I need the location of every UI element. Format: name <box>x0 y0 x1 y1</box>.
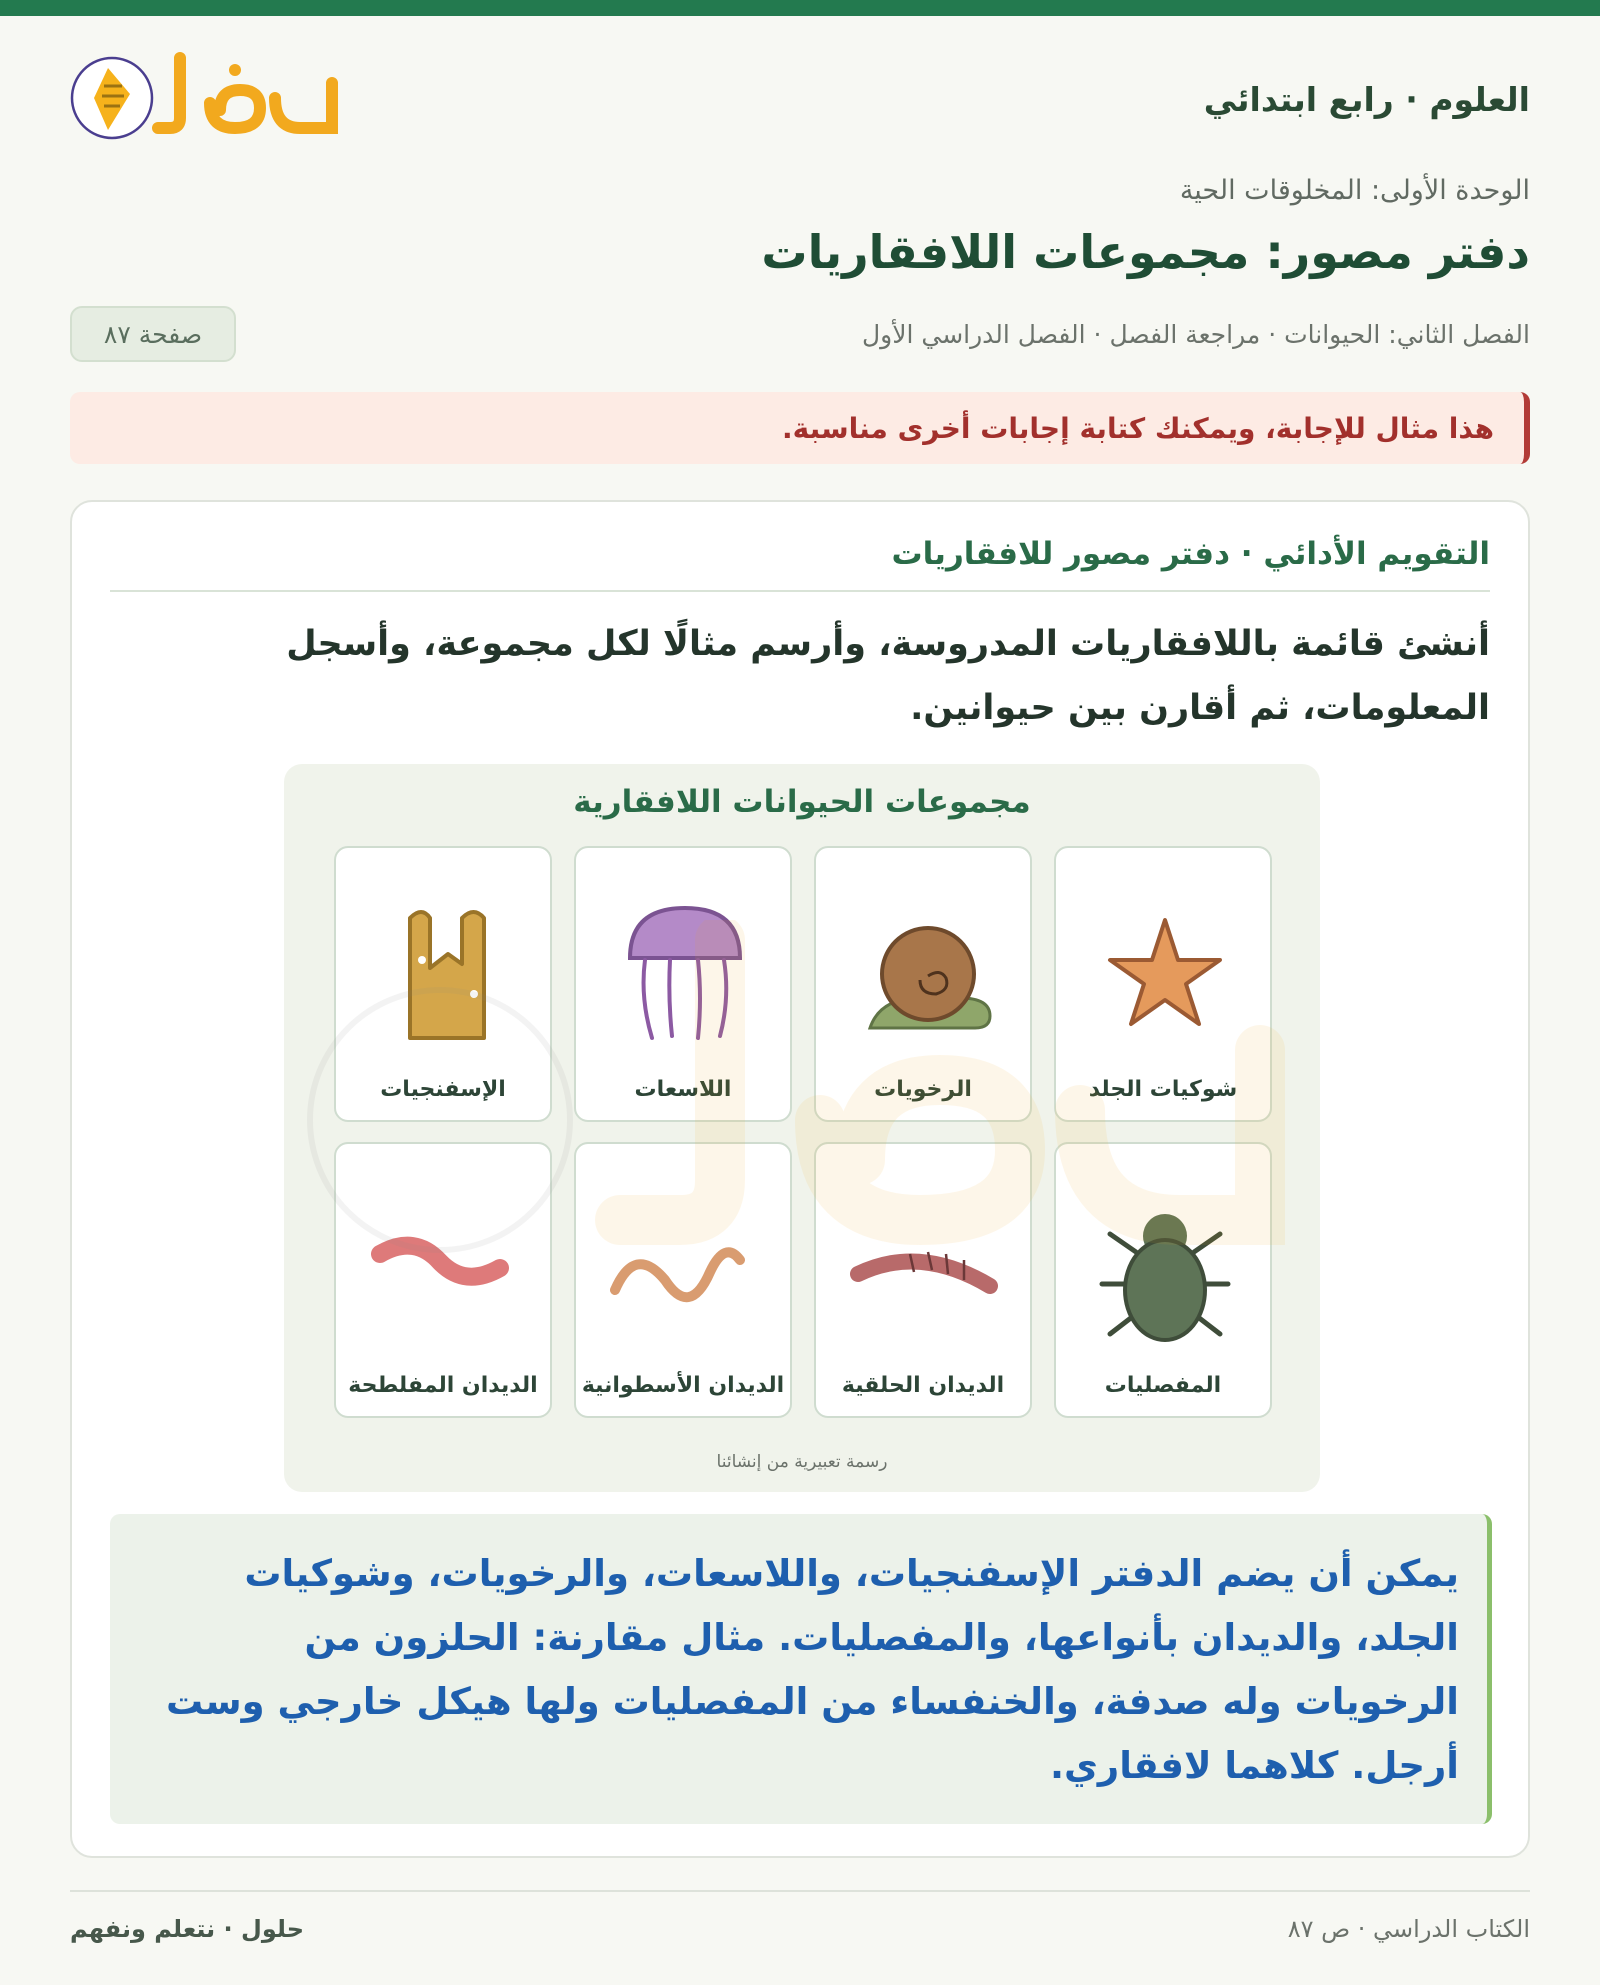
group-tile-sponges <box>334 846 552 1122</box>
group-label: الإسفنجيات <box>380 1077 506 1102</box>
group-tile-mollusks <box>814 846 1032 1122</box>
roundworm-icon <box>610 1194 760 1344</box>
lesson-meta: الفصل الثاني: الحيوانات · مراجعة الفصل · الفصل الدراسي الأول <box>861 320 1530 349</box>
page-header <box>70 48 1530 188</box>
group-tile-echinoderms <box>1054 846 1272 1122</box>
group-label: الديدان المفلطحة <box>348 1373 538 1398</box>
group-label: الرخويات <box>874 1077 972 1102</box>
invertebrate-groups-figure <box>284 764 1320 1492</box>
group-tile-arthropods <box>1054 1142 1272 1418</box>
group-tile-flatworms <box>334 1142 552 1418</box>
starfish-icon <box>1090 898 1240 1048</box>
page-number-badge: صفحة ٨٧ <box>70 306 236 362</box>
footer-brand: حلول · نتعلم ونفهم <box>70 1915 304 1943</box>
group-tile-roundworms <box>574 1142 792 1418</box>
subject-title: العلوم · رابع ابتدائي <box>1203 80 1530 119</box>
footer-book-reference: الكتاب الدراسي · ص ٨٧ <box>1287 1915 1530 1943</box>
group-label: الديدان الحلقية <box>841 1373 1005 1398</box>
figure-title: مجموعات الحيوانات اللافقارية <box>573 784 1031 820</box>
card-heading: التقويم الأدائي · دفتر مصور للافقاريات <box>110 536 1490 592</box>
group-tile-segmented-worms <box>814 1142 1032 1418</box>
group-label: اللاسعات <box>634 1077 732 1102</box>
answer-disclaimer-note: هذا مثال للإجابة، ويمكنك كتابة إجابات أخرى مناسبة. <box>70 392 1530 464</box>
activity-card <box>70 500 1530 1858</box>
unit-label: الوحدة الأولى: المخلوقات الحية <box>1179 175 1530 206</box>
sponge-icon <box>370 898 520 1048</box>
group-label: المفصليات <box>1104 1373 1222 1398</box>
figure-caption: رسمة تعبيرية من إنشائنا <box>716 1452 888 1472</box>
flatworm-icon <box>370 1194 520 1344</box>
footer-divider <box>70 1890 1530 1892</box>
group-label: شوكيات الجلد <box>1088 1077 1238 1102</box>
sample-answer: يمكن أن يضم الدفتر الإسفنجيات، واللاسعات، والرخويات، وشوكيات الجلد، والديدان بأنواعها، والمفصليات. مثال مقارنة: الحلزون من الرخويات وله صدفة، والخنفساء من المفصليات ولها هيكل خارجي وست أرجل. كلاهما لافقاري. <box>110 1514 1492 1824</box>
brand-logo[interactable] <box>70 48 350 148</box>
group-tile-cnidarians <box>574 846 792 1122</box>
question-text: أنشئ قائمة باللافقاريات المدروسة، وأرسم مثالًا لكل مجموعة، وأسجل المعلومات، ثم أقارن بين حيوانين. <box>286 624 1490 728</box>
jellyfish-icon <box>610 898 760 1048</box>
group-label: الديدان الأسطوانية <box>581 1373 785 1398</box>
segmented-worm-icon <box>850 1194 1000 1344</box>
beetle-icon <box>1090 1194 1240 1344</box>
page-title: دفتر مصور: مجموعات اللافقاريات <box>761 225 1530 279</box>
top-accent-bar <box>0 0 1600 16</box>
snail-icon <box>850 898 1000 1048</box>
